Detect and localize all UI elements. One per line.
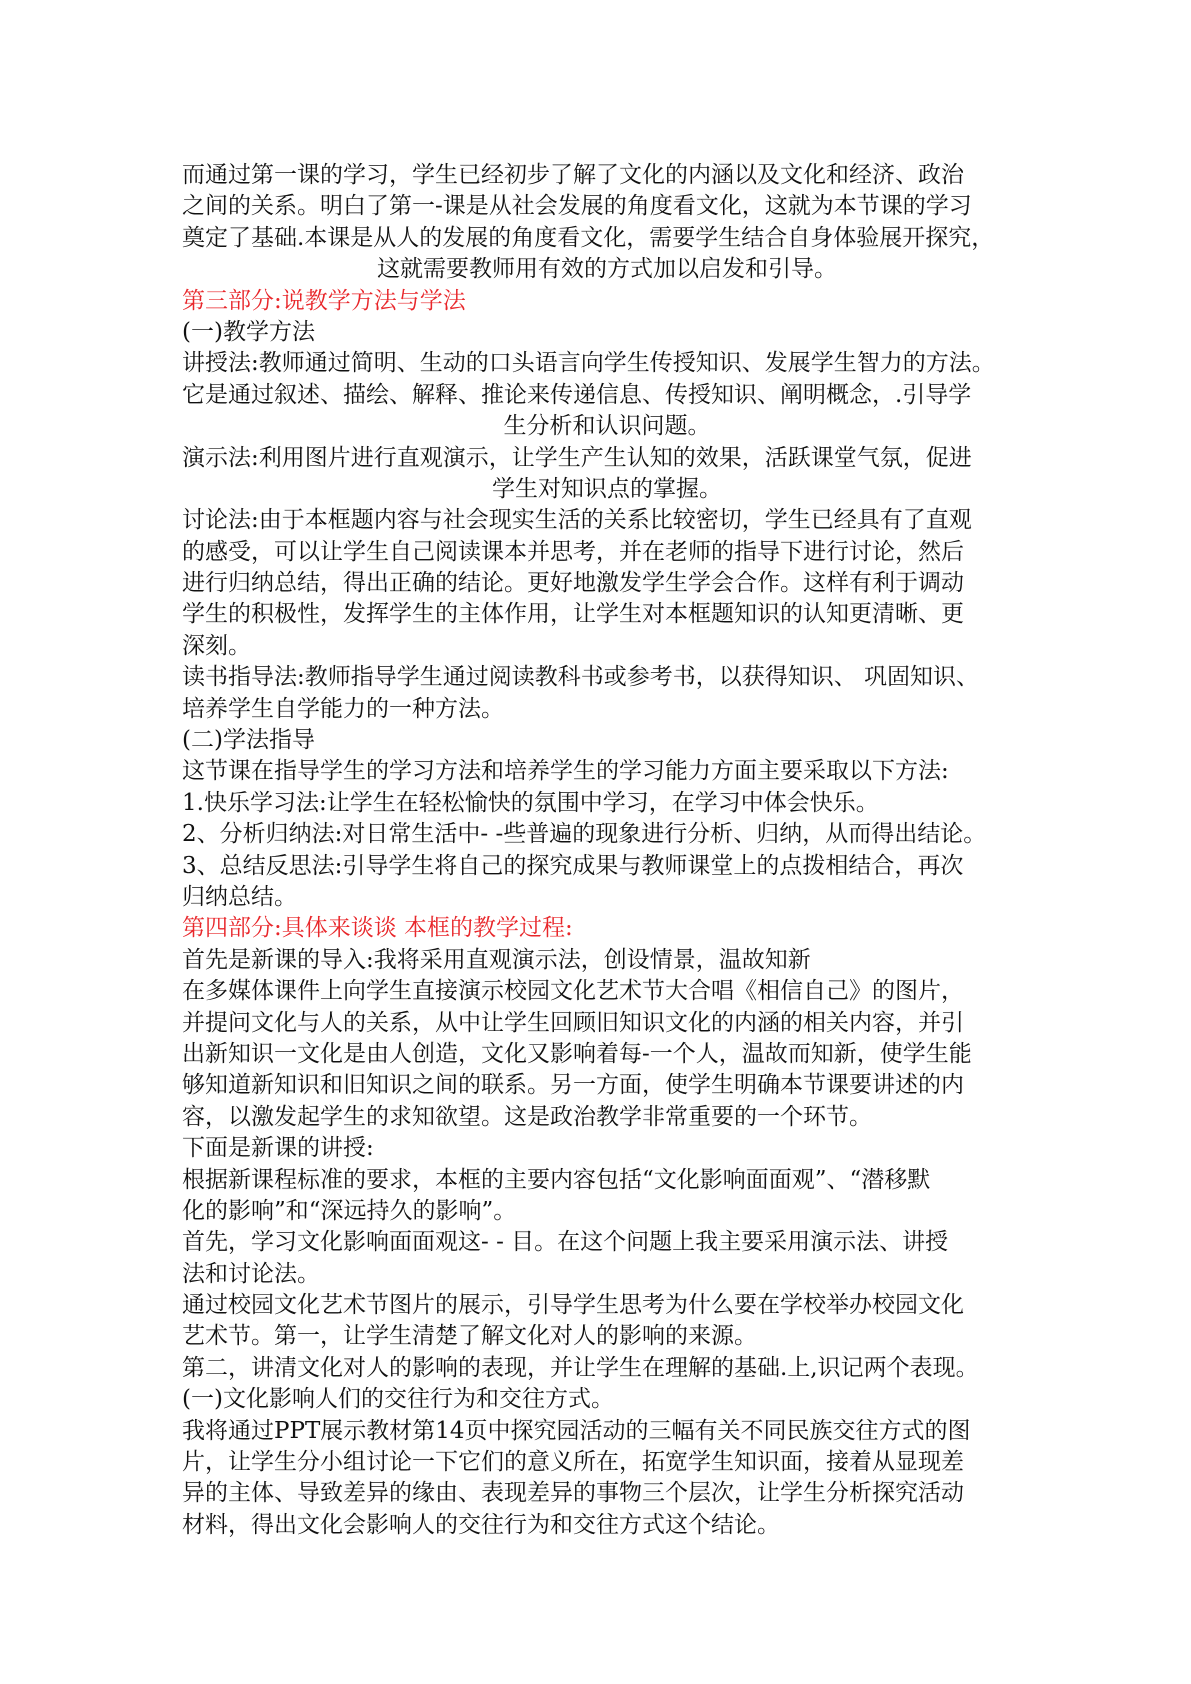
text-line: 艺术节。第一，让学生清楚了解文化对人的影响的来源。: [182, 1323, 757, 1350]
text-line: 这节课在指导学生的学习方法和培养学生的学习能力方面主要采取以下方法:: [182, 758, 949, 785]
text-line: 它是通过叙述、描绘、解释、推论来传递信息、传授知识、阐明概念，.引导学: [182, 381, 972, 408]
section-heading: 第四部分:具体来谈谈 本框的教学过程:: [182, 915, 573, 942]
text-line: 而通过第一课的学习，学生已经初步了解了文化的内涵以及文化和经济、政治: [182, 162, 964, 188]
text-line: 出新知识一文化是由人创造，文化又影响着每-一个人，温故而知新，使学生能: [182, 1040, 972, 1067]
text-line: 学生的积极性，发挥学生的主体作用，让学生对本框题知识的认知更清晰、更: [182, 601, 964, 628]
text-line: 我将通过PPT展示教材第14页中探究园活动的三幅有关不同民族交往方式的图: [182, 1417, 971, 1444]
text-line: (一)教学方法: [182, 318, 315, 345]
text-line: 讨论法:由于本框题内容与社会现实生活的关系比较密切，学生已经具有了直观: [182, 507, 972, 534]
text-line: 进行归纳总结，得出正确的结论。更好地激发学生学会合作。这样有利于调动: [182, 570, 964, 597]
text-line: 首先，学习文化影响面面观这- - 目。在这个问题上我主要采用演示法、讲授: [182, 1229, 949, 1256]
text-line: 3、总结反思法:引导学生将自己的探究成果与教师课堂上的点拨相结合，再次: [182, 852, 964, 879]
text-line: 异的主体、导致差异的缘由、表现差异的事物三个层次，让学生分析探究活动: [182, 1480, 964, 1507]
text-line: (一)文化影响人们的交往行为和交往方式。: [182, 1386, 614, 1413]
text-line: 1.快乐学习法:让学生在轻松愉快的氛围中学习，在学习中体会快乐。: [182, 789, 879, 816]
text-line: 演示法:利用图片进行直观演示，让学生产生认知的效果，活跃课堂气氛，促进: [182, 444, 972, 471]
text-line: 在多媒体课件上向学生直接演示校园文化艺术节大合唱《相信自己》的图片，: [182, 978, 964, 1005]
text-line: 2、分析归纳法:对日常生活中- -些普遍的现象进行分析、归纳，从而得出结论。: [182, 821, 987, 848]
text-line: 生分析和认识问题。: [503, 413, 711, 440]
text-line: 归纳总结。: [182, 883, 297, 910]
text-line: 并提问文化与人的关系，从中让学生回顾旧知识文化的内涵的相关内容，并引: [182, 1009, 964, 1036]
text-line: 化的影响”和“深远持久的影响”。: [182, 1197, 517, 1224]
text-line: 培养学生自学能力的一种方法。: [182, 695, 504, 722]
section-heading: 第三部分:说教学方法与学法: [182, 287, 466, 314]
text-line: 片，让学生分小组讨论一下它们的意义所在，拓宽学生知识面，接着从显现差: [182, 1449, 964, 1476]
text-line: 这就需要教师用有效的方式加以启发和引导。: [377, 256, 837, 283]
text-line: 之间的关系。明白了第一-课是从社会发展的角度看文化，这就为本节课的学习: [182, 193, 972, 220]
text-line: 容，以激发起学生的求知欲望。这是政治教学非常重要的一个环节。: [182, 1103, 872, 1130]
text-line: 根据新课程标准的要求，本框的主要内容包括“文化影响面面观”、“潜移默: [182, 1166, 931, 1193]
text-line: 首先是新课的导入:我将采用直观演示法，创设情景，温故知新: [182, 946, 811, 973]
text-line: 读书指导法:教师指导学生通过阅读教科书或参考书，以获得知识、 巩固知识、: [182, 664, 980, 691]
text-line: 材料，得出文化会影响人的交往行为和交往方式这个结论。: [182, 1511, 780, 1538]
text-line: 的感受，可以让学生自己阅读课本并思考，并在老师的指导下进行讨论，然后: [182, 538, 964, 565]
text-line: (二)学法指导: [182, 727, 315, 754]
text-line: 通过校园文化艺术节图片的展示，引导学生思考为什么要在学校举办校园文化: [182, 1292, 964, 1319]
document-body: [182, 160, 1032, 1541]
text-line: 讲授法:教师通过简明、生动的口头语言向学生传授知识、发展学生智力的方法。: [182, 350, 995, 377]
text-line: 够知道新知识和旧知识之间的联系。另一方面，使学生明确本节课要讲述的内: [182, 1072, 964, 1099]
text-line: 深刻。: [182, 632, 251, 659]
text-line: 下面是新课的讲授:: [182, 1135, 374, 1162]
text-line: 奠定了基础.本课是从人的发展的角度看文化，需要学生结合自身体验展开探究，: [182, 224, 995, 251]
text-line: 第二，讲清文化对人的影响的表现，并让学生在理解的基础.上,识记两个表现。: [182, 1354, 979, 1381]
text-line: 法和讨论法。: [182, 1260, 320, 1287]
text-line: 学生对知识点的掌握。: [492, 475, 722, 502]
